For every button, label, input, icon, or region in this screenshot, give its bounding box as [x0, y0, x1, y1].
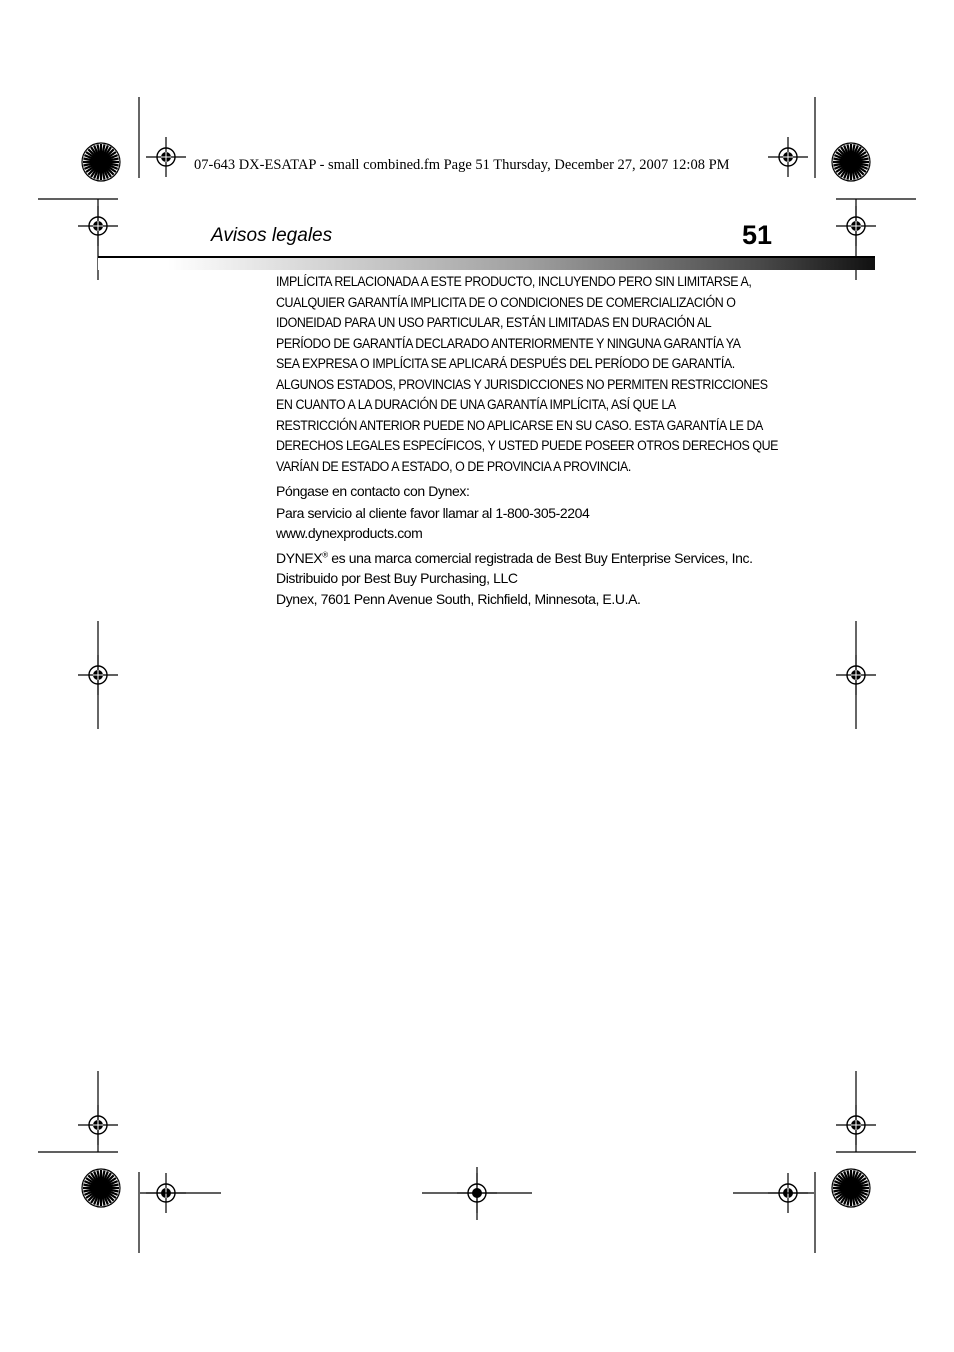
legal-line: IDONEIDAD PARA UN USO PARTICULAR, ESTÁN LIMITADAS EN DURACIÓN AL [276, 315, 712, 330]
header-rule [98, 256, 875, 258]
registration-mark-icon [78, 655, 118, 695]
registration-mark-icon [146, 137, 186, 177]
legal-line: RESTRICCIÓN ANTERIOR PUEDE NO APLICARSE EN SU CASO. ESTA GARANTÍA LE DA [276, 417, 763, 433]
trademark-line [276, 548, 796, 569]
registered-symbol: ® [322, 549, 328, 559]
legal-line: PERÍODO DE GARANTÍA DECLARADO ANTERIORMENTE Y NINGUNA GARANTÍA YA [276, 335, 741, 351]
registration-mark-icon [836, 1105, 876, 1145]
body-text [276, 272, 796, 609]
star-target-icon [832, 1169, 870, 1207]
registration-mark-icon [78, 1105, 118, 1145]
legal-paragraph [276, 272, 778, 477]
registration-mark-icon [836, 206, 876, 246]
registration-mark-icon [768, 137, 808, 177]
legal-line: DERECHOS LEGALES ESPECÍFICOS, Y USTED PUEDE POSEER OTROS DERECHOS QUE [276, 438, 778, 453]
legal-line: SEA EXPRESA O IMPLÍCITA SE APLICARÁ DESPUÉS DEL PERÍODO DE GARANTÍA. [276, 356, 735, 371]
legal-line: CUALQUIER GARANTÍA IMPLICITA DE O CONDICIONES DE COMERCIALIZACIÓN O [276, 294, 736, 310]
trademark-text: es una marca comercial registrada de Best Buy Enterprise Services, Inc. [327, 549, 753, 566]
distributor-line: Distribuido por Best Buy Purchasing, LLC [276, 570, 518, 586]
address-line: Dynex, 7601 Penn Avenue South, Richfield, Minnesota, E.U.A. [276, 590, 641, 607]
print-slug: 07-643 DX-ESATAP - small combined.fm Page 51 Thursday, December 27, 2007 12:08 PM [194, 157, 730, 173]
legal-line: EN CUANTO A LA DURACIÓN DE UNA GARANTÍA IMPLÍCITA, ASÍ QUE LA [276, 397, 676, 412]
legal-line: ALGUNOS ESTADOS, PROVINCIAS Y JURISDICCIONES NO PERMITEN RESTRICCIONES [276, 376, 768, 392]
star-target-icon [82, 1169, 120, 1207]
trademark-brand: DYNEX [276, 549, 323, 566]
website-line: www.dynexproducts.com [276, 525, 423, 541]
header-gradient-bar [98, 257, 875, 270]
contact-heading: Póngase en contacto con Dynex: [276, 483, 470, 499]
registration-mark-icon [836, 655, 876, 695]
star-target-icon [82, 143, 120, 181]
customer-service-line: Para servicio al cliente favor llamar al 1-800-305-2204 [276, 504, 590, 521]
legal-line: VARÍAN DE ESTADO A ESTADO, O DE PROVINCIA A PROVINCIA. [276, 458, 631, 474]
star-target-icon [832, 143, 870, 181]
registration-mark-icon [78, 206, 118, 246]
legal-line: IMPLÍCITA RELACIONADA A ESTE PRODUCTO, INCLUYENDO PERO SIN LIMITARSE A, [276, 274, 752, 289]
section-title: Avisos legales [211, 225, 333, 246]
page-number: 51 [742, 220, 773, 250]
